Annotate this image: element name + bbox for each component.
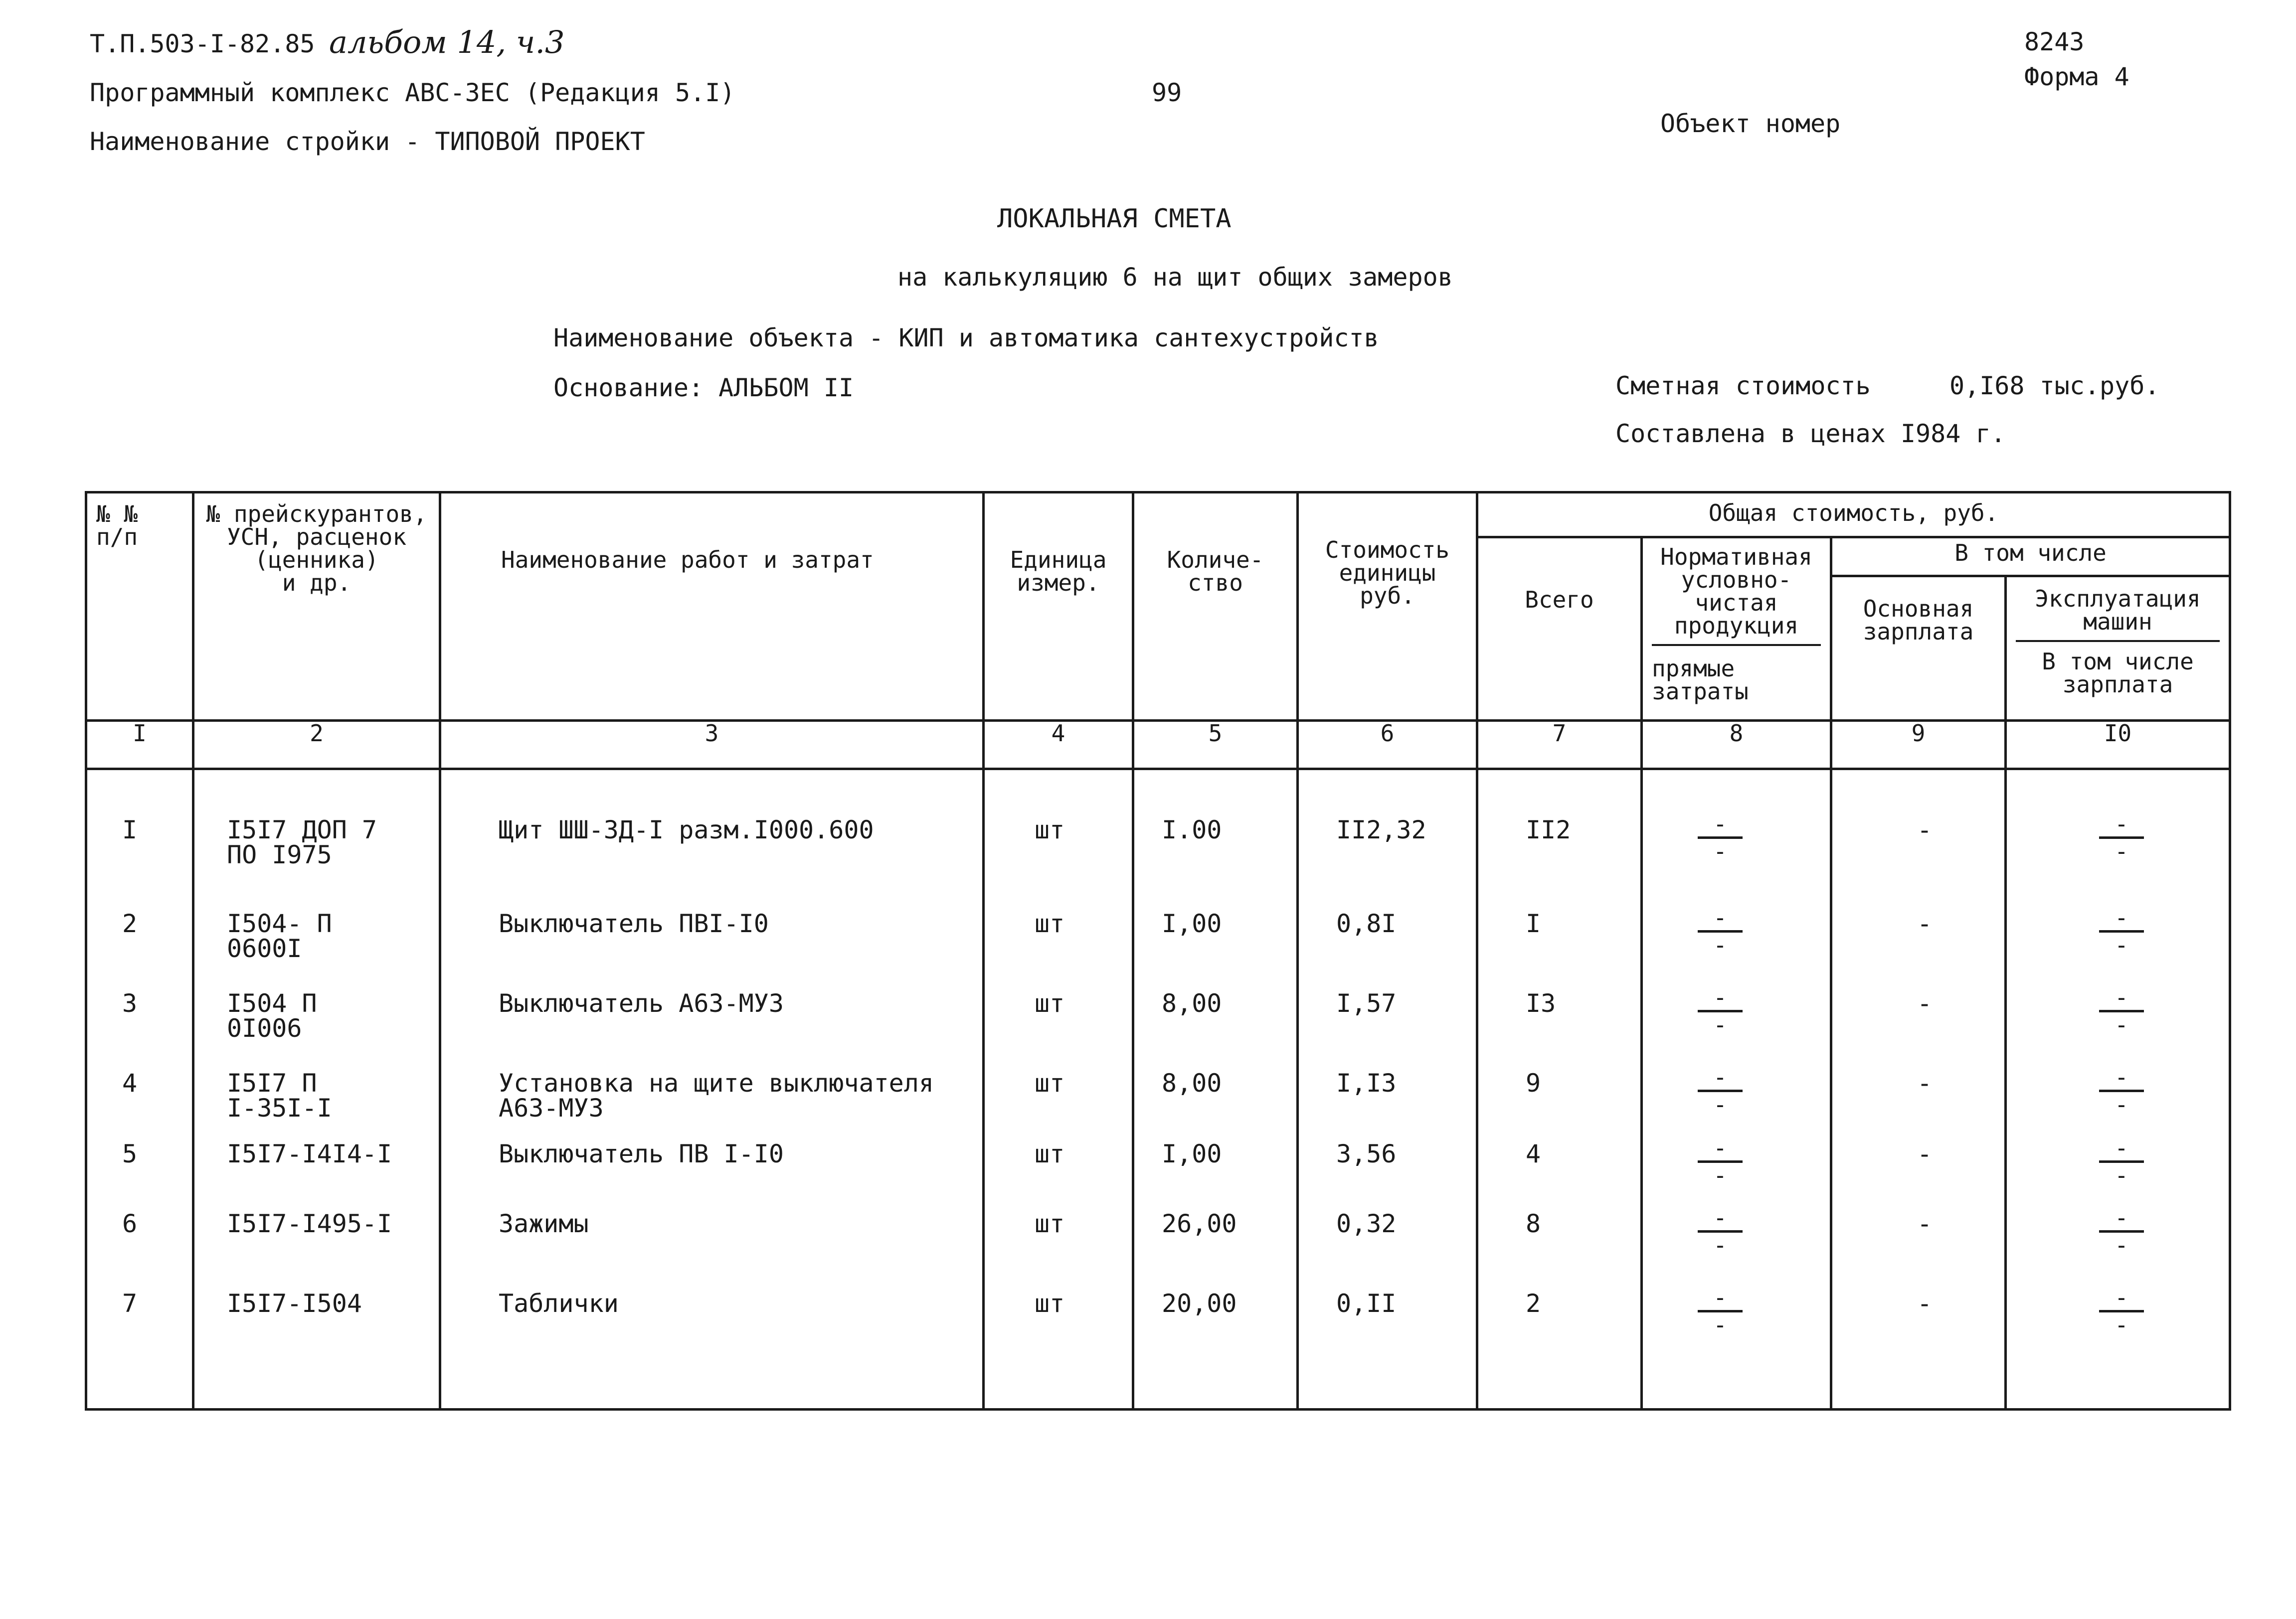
row-number: 2: [122, 909, 138, 938]
machine-operation-cell-top: -: [2115, 904, 2128, 931]
header-direct-costs: прямые затраты: [1652, 655, 1749, 705]
page-number: 99: [1152, 78, 1182, 107]
header-total-cost-group: Общая стоимость, руб.: [1477, 492, 2230, 537]
total-cell: 4: [1526, 1139, 1541, 1168]
unit-cost-cell: II2,32: [1336, 815, 1426, 844]
normative-product-cell-bottom: -: [1713, 1161, 1727, 1189]
machine-operation-cell: [2099, 1284, 2144, 1338]
total-cell: II2: [1526, 815, 1571, 844]
header-row-number: № № п/п: [86, 492, 193, 721]
normative-product-cell-top: -: [1713, 904, 1727, 931]
unit-cell: шт: [1035, 815, 1065, 844]
header-total: Всего: [1477, 537, 1642, 721]
table-body: [86, 769, 2230, 1410]
header-normative-product-label: Нормативная условно- чистая продукция: [1660, 543, 1812, 639]
work-name: Выключатель ПВI-I0: [499, 909, 769, 938]
unit-cost-cell: I,57: [1336, 989, 1397, 1018]
work-name: Выключатель А63-МУЗ: [499, 989, 784, 1018]
work-name: Зажимы: [499, 1209, 589, 1238]
machine-operation-cell-bottom: -: [2115, 1091, 2128, 1118]
header-machine-operation: [2006, 576, 2230, 721]
base-salary-cell: -: [1917, 1209, 1933, 1238]
price-list-code: I5I7-I495-I: [227, 1209, 392, 1238]
unit-cost-cell: I,I3: [1336, 1069, 1397, 1098]
tp-code: Т.П.503-I-82.85: [90, 29, 315, 58]
header-price-list: № прейскурантов, УСН, расценок (ценника) и др.: [193, 492, 440, 721]
row-number: 3: [122, 989, 138, 1018]
column-number: 9: [1831, 721, 2006, 769]
row-number: 7: [122, 1289, 138, 1318]
row-number: 5: [122, 1139, 138, 1168]
price-list-code: I5I7 П I-35I-I: [227, 1069, 332, 1123]
header-unit: Единица измер.: [984, 492, 1133, 721]
header-quantity: Количе- ство: [1133, 492, 1298, 721]
machine-operation-cell-top: -: [2115, 984, 2128, 1011]
quantity-cell: 20,00: [1162, 1289, 1237, 1318]
machine-operation-cell: [2099, 1064, 2144, 1118]
header-work-name: Наименование работ и затрат: [440, 492, 984, 721]
unit-cell: шт: [1035, 909, 1065, 938]
normative-product-cell: [1698, 984, 1743, 1038]
price-list-code: I5I7-I4I4-I: [227, 1139, 392, 1168]
machine-operation-cell: [2099, 984, 2144, 1038]
estimated-cost-value: 0,I68 тыс.руб.: [1949, 371, 2160, 400]
machine-operation-cell: [2099, 1134, 2144, 1189]
column-number: 5: [1133, 721, 1298, 769]
unit-cell: шт: [1035, 1139, 1065, 1168]
form-label: Форма 4: [2024, 62, 2129, 91]
price-list-code: I5I7-I504: [227, 1289, 362, 1318]
header-machine-operation-label: Эксплуатация машин: [2035, 585, 2201, 635]
basis: Основание: АЛЬБОМ II: [553, 373, 854, 402]
estimated-cost-label: Сметная стоимость: [1615, 371, 1871, 400]
column-number: 7: [1477, 721, 1642, 769]
work-name: Установка на щите выключателя А63-МУЗ: [499, 1069, 934, 1123]
normative-product-cell-bottom: -: [1713, 1091, 1727, 1118]
base-salary-cell: -: [1917, 1139, 1933, 1168]
machine-operation-cell-top: -: [2115, 1134, 2128, 1161]
base-salary-cell: -: [1917, 989, 1933, 1018]
machine-operation-cell-bottom: -: [2115, 1311, 2128, 1338]
machine-operation-cell-bottom: -: [2115, 1011, 2128, 1038]
normative-product-cell: [1698, 810, 1743, 865]
row-number: 4: [122, 1069, 138, 1098]
normative-product-cell-top: -: [1713, 1064, 1727, 1091]
base-salary-cell: -: [1917, 1289, 1933, 1318]
quantity-cell: 26,00: [1162, 1209, 1237, 1238]
normative-product-cell: [1698, 1204, 1743, 1259]
base-salary-cell: -: [1917, 909, 1933, 938]
album-note: альбом 14, ч.3: [329, 24, 565, 60]
quantity-cell: I.00: [1162, 815, 1222, 844]
price-basis: Составлена в ценах I984 г.: [1615, 419, 2006, 448]
column-number: I0: [2006, 721, 2230, 769]
row-number: 6: [122, 1209, 138, 1238]
total-cell: I: [1526, 909, 1541, 938]
normative-product-cell-top: -: [1713, 1284, 1727, 1311]
unit-cell: шт: [1035, 1209, 1065, 1238]
machine-operation-cell-bottom: -: [2115, 1231, 2128, 1259]
quantity-cell: I,00: [1162, 909, 1222, 938]
normative-product-cell-top: -: [1713, 810, 1727, 837]
total-cell: 9: [1526, 1069, 1541, 1098]
normative-product-cell-bottom: -: [1713, 1231, 1727, 1259]
unit-cell: шт: [1035, 989, 1065, 1018]
machine-operation-cell-bottom: -: [2115, 837, 2128, 865]
unit-cost-cell: 0,8I: [1336, 909, 1397, 938]
normative-product-cell-bottom: -: [1713, 837, 1727, 865]
base-salary-cell: -: [1917, 1069, 1933, 1098]
document-subtitle: на калькуляцию 6 на щит общих замеров: [897, 263, 1453, 292]
total-cell: 2: [1526, 1289, 1541, 1318]
work-name: Таблички: [499, 1289, 619, 1318]
column-number: 2: [193, 721, 440, 769]
construction-name: Наименование стройки - ТИПОВОЙ ПРОЕКТ: [90, 127, 645, 156]
header-base-salary: Основная зарплата: [1831, 576, 2006, 721]
object-name: Наименование объекта - КИП и автоматика сантехустройств: [553, 324, 1379, 352]
column-number: 4: [984, 721, 1133, 769]
machine-operation-cell: [2099, 1204, 2144, 1259]
total-cell: 8: [1526, 1209, 1541, 1238]
column-number: 6: [1298, 721, 1477, 769]
machine-operation-cell-top: -: [2115, 1284, 2128, 1311]
machine-operation-cell-bottom: -: [2115, 931, 2128, 959]
document-number: 8243: [2024, 27, 2085, 56]
machine-operation-cell-top: -: [2115, 1204, 2128, 1231]
quantity-cell: 8,00: [1162, 989, 1222, 1018]
unit-cell: шт: [1035, 1289, 1065, 1318]
unit-cost-cell: 0,II: [1336, 1289, 1397, 1318]
normative-product-cell-bottom: -: [1713, 1011, 1727, 1038]
column-number: 3: [440, 721, 984, 769]
document-title: ЛОКАЛЬНАЯ СМЕТА: [997, 204, 1232, 234]
row-number: I: [122, 815, 138, 844]
column-number: I: [86, 721, 193, 769]
unit-cost-cell: 3,56: [1336, 1139, 1397, 1168]
column-number-row: [86, 721, 2230, 769]
normative-product-cell-top: -: [1713, 984, 1727, 1011]
machine-operation-cell-top: -: [2115, 810, 2128, 837]
price-list-code: I5I7 ДОП 7 ПО I975: [227, 815, 377, 869]
quantity-cell: I,00: [1162, 1139, 1222, 1168]
header-unit-cost: Стоимость единицы руб.: [1298, 492, 1477, 721]
normative-product-cell: [1698, 1064, 1743, 1118]
unit-cell: шт: [1035, 1069, 1065, 1098]
unit-cost-cell: 0,32: [1336, 1209, 1397, 1238]
machine-operation-cell-top: -: [2115, 1064, 2128, 1091]
normative-product-cell: [1698, 1284, 1743, 1338]
normative-product-cell-bottom: -: [1713, 931, 1727, 959]
normative-product-cell-top: -: [1713, 1204, 1727, 1231]
program-name: Программный комплекс АВС-ЗЕС (Редакция 5.I): [90, 78, 735, 107]
normative-product-cell: [1698, 1134, 1743, 1189]
header-including: В том числе: [1831, 537, 2230, 576]
base-salary-cell: -: [1917, 815, 1933, 844]
object-number-label: Объект номер: [1660, 109, 1841, 138]
normative-product-cell-top: -: [1713, 1134, 1727, 1161]
quantity-cell: 8,00: [1162, 1069, 1222, 1098]
normative-product-cell-bottom: -: [1713, 1311, 1727, 1338]
machine-operation-cell: [2099, 904, 2144, 959]
estimate-table: [85, 491, 2231, 1411]
work-name: Щит ШШ-ЗД-I разм.I000.600: [499, 815, 874, 844]
work-name: Выключатель ПВ I-I0: [499, 1139, 784, 1168]
price-list-code: I504 П 0I006: [227, 989, 317, 1043]
header-machine-salary: В том числе зарплата: [2042, 648, 2194, 698]
normative-product-cell: [1698, 904, 1743, 959]
machine-operation-cell: [2099, 810, 2144, 865]
price-list-code: I504- П 0600I: [227, 909, 332, 963]
column-number: 8: [1642, 721, 1831, 769]
total-cell: I3: [1526, 989, 1556, 1018]
machine-operation-cell-bottom: -: [2115, 1161, 2128, 1189]
header-normative-product: [1642, 537, 1831, 721]
